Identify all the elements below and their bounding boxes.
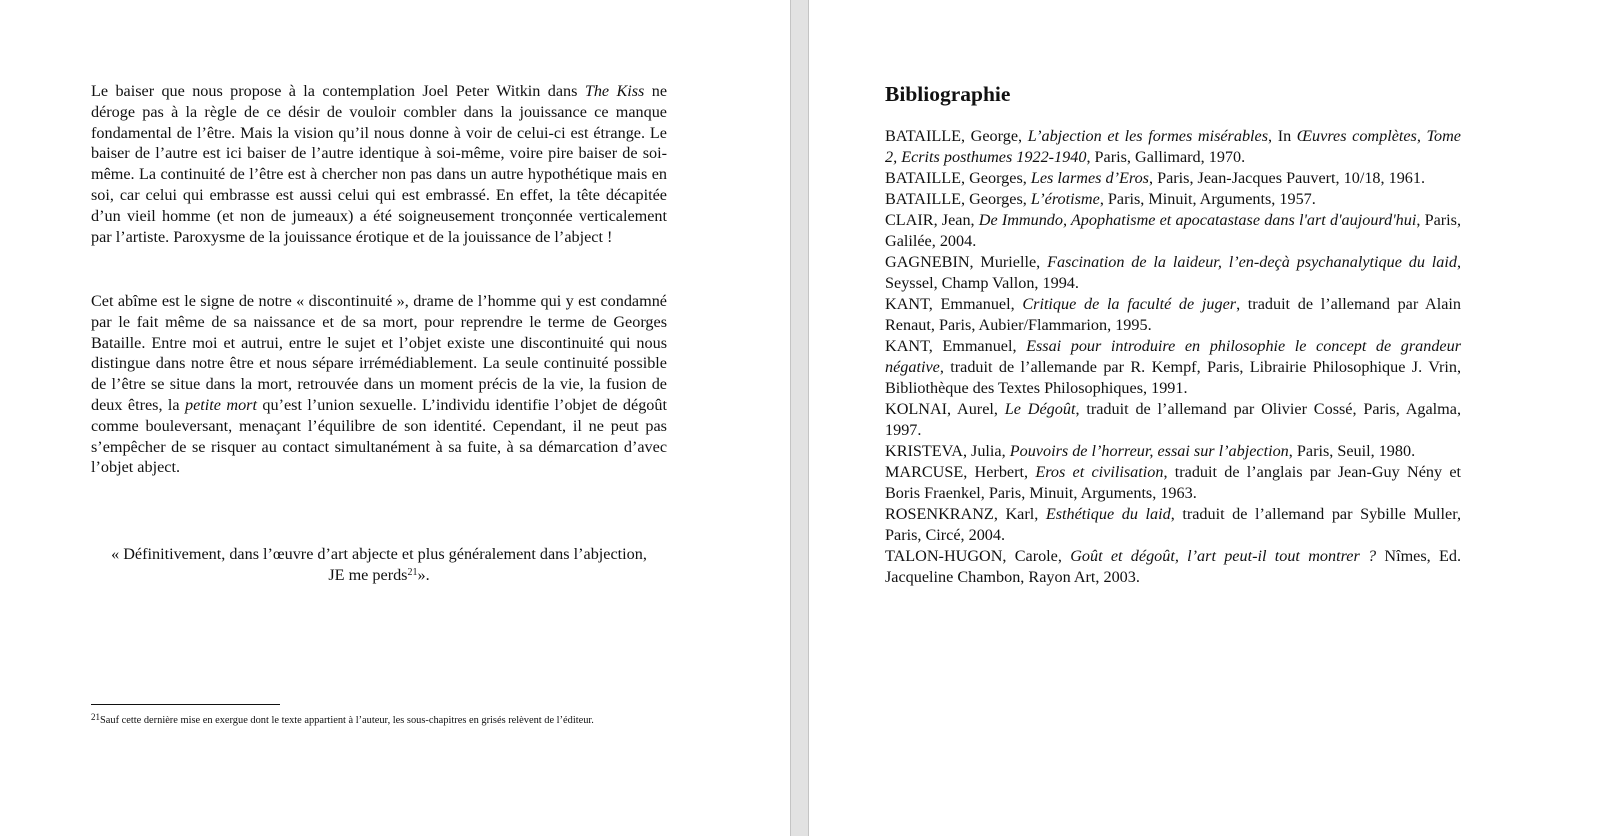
text-run: ne déroge pas à la règle de ce désir de vouloir combler dans la jouissance ce manque fondamental de l’être. Mais la vision qu’il nous donne à voir de celui-ci est étrange. Le baiser de l’autre est ici baiser de l’autre identique à soi-même, voire pire baiser de soi-même. La continuité de l’être est à chercher non pas dans un autre hypothétique mais en soi, car celui qui embrasse est aussi celui qui est embrassé. En effet, la tête décapitée d’un vieil homme (et non de jumeaux) a été soigneusement tronçonnée verticalement par l’artiste. Paroxysme de la jouissance érotique et de la jouissance de l’abject !	[91, 82, 668, 246]
footnote-separator	[91, 704, 280, 705]
italic-text-run: Le Dégoût	[1004, 400, 1076, 418]
text-run: KOLNAI, Aurel,	[885, 400, 1005, 418]
italic-text-run: De Immundo, Apophatisme et apocatastase dans l'art d'aujourd'hui	[978, 211, 1417, 229]
document-page-left	[0, 0, 790, 836]
text-run: Cet abîme est le signe de notre « discontinuité », drame de l’homme qui y est condamné par le fait même de sa naissance et de sa mort, pour reprendre le terme de Georges Bataille. Entre moi et autrui, entre le sujet et l’objet existe une discontinuité qui nous distingue dans notre être et nous sépare irrémédiablement. La seule continuité possible de l’être se situe dans la mort, retrouvée dans un moment précis de la vie, la fusion de deux êtres, la	[91, 292, 667, 414]
italic-text-run: Essai pour introduire en philosophie le concept de grandeur négative	[885, 337, 1461, 376]
italic-text-run: Goût et dégoût, l’art peut-il tout montrer ?	[1070, 547, 1377, 565]
page-gutter	[790, 0, 809, 836]
text-run: KANT, Emmanuel,	[885, 337, 1027, 355]
text-run: KRISTEVA, Julia,	[885, 442, 1010, 460]
text-run: GAGNEBIN, Murielle,	[885, 253, 1048, 271]
bibliography-entry	[885, 168, 1461, 189]
italic-text-run: Pouvoirs de l’horreur, essai sur l’abjection	[1009, 442, 1289, 460]
bibliography-entry	[885, 189, 1461, 210]
body-paragraph-2	[91, 291, 667, 478]
italic-text-run: Critique de la faculté de juger	[1022, 295, 1237, 313]
text-run: Nîmes, Ed. Jacqueline Chambon, Rayon Art, 2003.	[885, 547, 1462, 586]
italic-text-run: Les larmes d’Eros	[1030, 169, 1149, 187]
text-run: , traduit de l’allemand par Alain Renaut, Paris, Aubier/Flammarion, 1995.	[885, 295, 1462, 334]
text-run: , Seyssel, Champ Vallon, 1994.	[885, 253, 1462, 292]
text-run: Le baiser que nous propose à la contemplation Joel Peter Witkin dans	[91, 82, 585, 100]
footnote-text: Sauf cette dernière mise en exergue dont le texte appartient à l’auteur, les sous-chapitres en grisés relèvent de l’éditeur.	[100, 715, 594, 726]
bibliography-heading: Bibliographie	[885, 82, 1011, 106]
italic-text-run: Fascination de la laideur, l’en-deçà psychanalytique du laid	[1047, 253, 1457, 271]
bibliography-entry	[885, 462, 1461, 504]
text-run: , Paris, Gallimard, 1970.	[1086, 148, 1246, 166]
italic-text-run: Esthétique du laid	[1045, 505, 1171, 523]
bibliography-entry	[885, 210, 1461, 252]
text-run: ROSENKRANZ, Karl,	[885, 505, 1046, 523]
bibliography-entry	[885, 399, 1461, 441]
text-run: , traduit de l’allemand par Sybille Muller, Paris, Circé, 2004.	[885, 505, 1461, 544]
bibliography-entry	[885, 441, 1461, 462]
text-run: , Paris, Galilée, 2004.	[885, 211, 1462, 250]
italic-text-run: Œuvres complètes, Tome 2, Ecrits posthumes 1922-1940	[885, 127, 1461, 166]
bibliography-entry	[885, 546, 1461, 588]
italic-text-run: The Kiss	[584, 82, 645, 100]
text-run: MARCUSE, Herbert,	[885, 463, 1036, 481]
text-run: , In	[1268, 127, 1297, 145]
footnote	[91, 713, 667, 729]
footnote-reference[interactable]: 21	[407, 567, 418, 578]
bibliography-entry	[885, 126, 1461, 168]
text-run: , traduit de l’allemand par Olivier Cossé, Paris, Agalma, 1997.	[885, 400, 1462, 439]
text-run: , Paris, Minuit, Arguments, 1957.	[1099, 190, 1316, 208]
document-page-right	[809, 0, 1599, 836]
epigraph-quote	[91, 544, 667, 586]
bibliography-entry	[885, 336, 1461, 399]
bibliography-entry	[885, 504, 1461, 546]
italic-text-run: L’érotisme	[1030, 190, 1100, 208]
text-run: CLAIR, Jean,	[885, 211, 979, 229]
bibliography-list	[885, 126, 1461, 588]
quote-text: « Définitivement, dans l’œuvre d’art abjecte et plus généralement dans l’abjection, JE me perds	[111, 545, 647, 584]
quote-closing: ».	[417, 566, 430, 584]
text-run: , Paris, Seuil, 1980.	[1288, 442, 1416, 460]
text-run: BATAILLE, Georges,	[885, 169, 1031, 187]
text-run: , Paris, Jean-Jacques Pauvert, 10/18, 1961.	[1148, 169, 1426, 187]
text-run: qu’est l’union sexuelle. L’individu identifie l’objet de dégoût comme bouleversant, menaçant l’équilibre de son identité. Cependant, il ne peut pas s’empêcher de se risquer au contact simultanément à sa fuite, à sa démarcation d’avec l’objet abject.	[91, 395, 667, 477]
text-run: , traduit de l’allemande par R. Kempf, Paris, Librairie Philosophique J. Vrin, Bibliothèque des Textes Philosophiques, 1991.	[885, 358, 1461, 397]
text-run: BATAILLE, Georges,	[885, 190, 1031, 208]
bibliography-entry	[885, 252, 1461, 294]
italic-text-run: Eros et civilisation	[1035, 463, 1164, 481]
text-run: TALON-HUGON, Carole,	[885, 547, 1071, 565]
footnote-number: 21	[91, 712, 100, 722]
italic-text-run: L’abjection et les formes misérables	[1027, 127, 1269, 145]
bibliography-entry	[885, 294, 1461, 336]
italic-text-run: petite mort	[185, 395, 257, 414]
text-run: BATAILLE, George,	[885, 127, 1028, 145]
text-run: KANT, Emmanuel,	[885, 295, 1023, 313]
body-paragraph-1	[91, 81, 667, 247]
text-run: , traduit de l’anglais par Jean-Guy Nény et Boris Fraenkel, Paris, Minuit, Arguments, 1963.	[885, 463, 1462, 502]
